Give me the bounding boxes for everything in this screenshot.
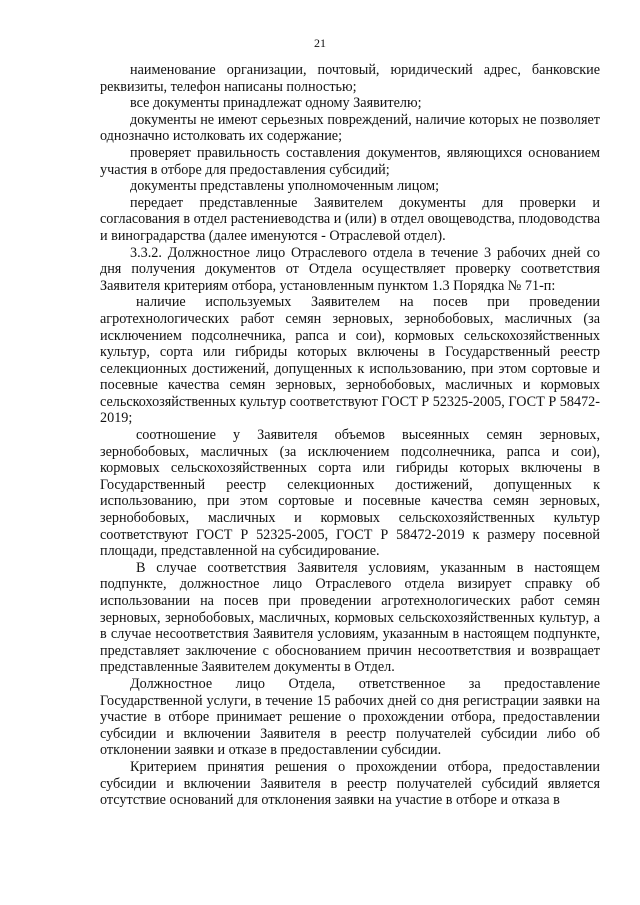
- paragraph: 3.3.2. Должностное лицо Отраслевого отдела в течение 3 рабочих дней со дня получения документов от Отдела осуществляет проверку соответствия Заявителя критериям отбора, установленным пунктом 1.3 Порядка № 71-п:: [100, 244, 600, 294]
- paragraph: Критерием принятия решения о прохождении отбора, предоставлении субсидии и включении Заявителя в реестр получателей субсидий является отсутствие оснований для отклонения заявки на участие в отборе и отказа в: [100, 758, 600, 809]
- paragraph: документы представлены уполномоченным лицом;: [130, 178, 440, 195]
- paragraph: передает представленные Заявителем документы для проверки и согласования в отдел растениеводства и (или) в отдел овощеводства, плодоводства и виноградарства (далее именуются - Отраслевой отдел).: [100, 194, 600, 244]
- paragraph: документы не имеют серьезных повреждений, наличие которых не позволяет однозначно истолковать их содержание;: [100, 111, 600, 145]
- paragraph: Должностное лицо Отдела, ответственное за предоставление Государственной услуги, в течение 15 рабочих дней со дня регистрации заявки на участие в отборе принимает решение о прохождении отбора, предоставлении субсидии и включении Заявителя в реестр получателей субсидии либо об отклонении заявки и отказе в предоставлении субсидии.: [100, 675, 600, 759]
- paragraph: В случае соответствия Заявителя условиям, указанным в настоящем подпункте, должностное лицо Отраслевого отдела визирует справку об использовании на посев при проведении агротехнологических работ семян зерновых, зернобобовых, масличных, кормовых сельскохозяйственных культур, а в случае несоответствия Заявителя условиям, указанным в настоящем подпункте, представляет заключение с обоснованием причин несоответствия и возвращает представленные Заявителем документы в Отдел.: [100, 559, 600, 676]
- paragraph: проверяет правильность составления документов, являющихся основанием участия в отборе для предоставления субсидий;: [100, 144, 600, 178]
- paragraph: наименование организации, почтовый, юридический адрес, банковские реквизиты, телефон написаны полностью;: [100, 62, 600, 95]
- paragraph: наличие используемых Заявителем на посев при проведении агротехнологических работ семян зерновых, зернобобовых, масличных (за исключением подсолнечника, рапса и сои), кормовых сельскохозяйственных культур, сорта или гибриды которых включены в Государственный реестр селекционных достижений, допущенных к использованию, при этом сортовые и посевные качества семян зерновых, зернобобовых, масличных и кормовых сельскохозяйственных культур соответствуют ГОСТ Р 52325-2005, ГОСТ Р 58472-2019;: [100, 294, 600, 427]
- page-number: 21: [314, 36, 326, 50]
- document-body: [100, 62, 600, 809]
- paragraph: все документы принадлежат одному Заявителю;: [130, 95, 422, 112]
- paragraph: соотношение у Заявителя объемов высеянных семян зерновых, зернобобовых, масличных (за исключением подсолнечника, рапса и сои), кормовых сельскохозяйственных сорта или гибриды которых включены в Государственный реестр селекционных достижений, допущенных к использованию, при этом сортовые и посевные качества семян зерновых, зернобобовых, масличных и кормовых сельскохозяйственных культур соответствуют ГОСТ Р 52325-2005, ГОСТ Р 58472-2019 к размеру посевной площади, представленной на субсидирование.: [100, 427, 600, 560]
